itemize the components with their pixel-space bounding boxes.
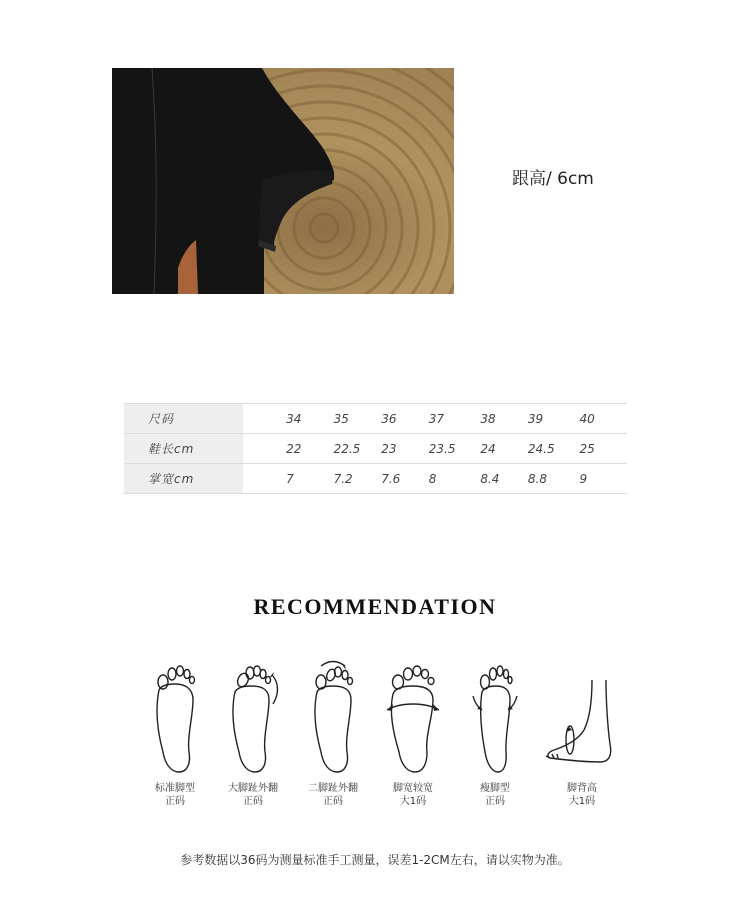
foot-type-narrow: [460, 660, 530, 808]
table-cell: 7: [286, 464, 333, 494]
high-instep-foot-icon: [540, 660, 624, 778]
shoe-heel-photo: [112, 68, 454, 294]
row-header: 尺码: [124, 404, 243, 434]
row-header: 鞋长cm: [124, 434, 243, 464]
foot-label-line2: 正码: [485, 796, 505, 807]
table-cell: 40: [579, 404, 627, 434]
recommendation-title: RECOMMENDATION: [253, 594, 497, 619]
foot-type-wide: [378, 660, 448, 808]
table-cell: 23: [381, 434, 429, 464]
table-cell: 8: [429, 464, 481, 494]
second-toe-foot-icon: [303, 660, 363, 778]
table-row: [124, 434, 627, 464]
foot-label-line2: 正码: [243, 796, 263, 807]
table-cell: 8.8: [528, 464, 580, 494]
bunion-foot-icon: [221, 660, 285, 778]
table-cell: 7.6: [381, 464, 429, 494]
measurement-note: 参考数据以36码为测量标准手工测量，误差1-2CM左右，请以实物为准。: [180, 853, 570, 867]
foot-label-line2: 大1码: [399, 796, 427, 807]
foot-label-line2: 正码: [323, 796, 343, 807]
foot-label-line1: 大脚趾外翻: [228, 783, 278, 794]
table-cell: 36: [381, 404, 429, 434]
table-cell: 37: [429, 404, 481, 434]
foot-label-line1: 标准脚型: [155, 783, 195, 794]
wide-foot-icon: [381, 660, 445, 778]
table-cell: 22.5: [334, 434, 382, 464]
heel-height-label: 跟高/ 6cm: [512, 169, 594, 189]
table-cell: 25: [579, 434, 627, 464]
table-cell: 8.4: [480, 464, 528, 494]
foot-label-line1: 脚宽较宽: [393, 783, 433, 794]
foot-type-standard: [140, 660, 210, 808]
table-row: [124, 464, 627, 494]
row-header: 掌宽cm: [124, 464, 243, 494]
size-table: [124, 403, 627, 494]
table-row: [124, 404, 627, 434]
table-cell: 9: [579, 464, 627, 494]
foot-label-line2: 大1码: [568, 796, 596, 807]
foot-label-line2: 正码: [165, 796, 185, 807]
foot-types: [140, 660, 630, 820]
table-cell: 23.5: [429, 434, 481, 464]
foot-type-second-toe: [298, 660, 368, 808]
foot-label-line1: 瘦脚型: [480, 783, 510, 794]
table-cell: 35: [334, 404, 382, 434]
narrow-foot-icon: [465, 660, 525, 778]
foot-label-line1: 脚背高: [567, 783, 597, 794]
table-cell: 34: [286, 404, 333, 434]
table-cell: 7.2: [334, 464, 382, 494]
foot-type-high-instep: [540, 660, 624, 808]
foot-type-bunion: [218, 660, 288, 808]
foot-label-line1: 二脚趾外翻: [308, 783, 358, 794]
table-cell: 24: [480, 434, 528, 464]
table-cell: 24.5: [528, 434, 580, 464]
table-cell: 22: [286, 434, 333, 464]
table-cell: 39: [528, 404, 580, 434]
table-cell: 38: [480, 404, 528, 434]
standard-foot-icon: [145, 660, 205, 778]
